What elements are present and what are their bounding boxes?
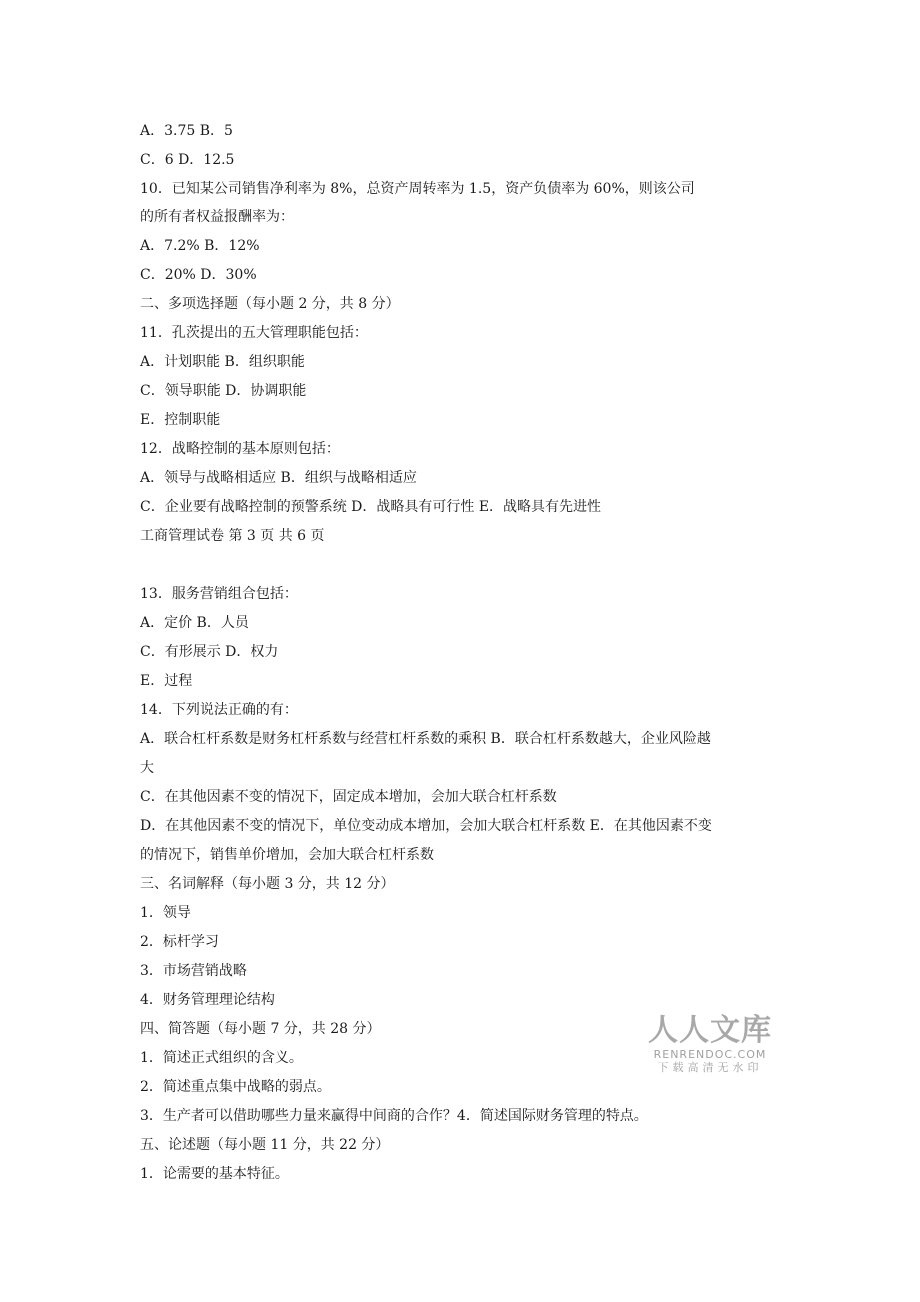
- text-line: 大: [140, 760, 154, 776]
- question-line: 12．战略控制的基本原则包括：: [140, 441, 340, 457]
- watermark-title: 人人文库: [648, 1013, 772, 1048]
- text-line: A．联合杠杆系数是财务杠杆系数与经营杠杆系数的乘积 B．联合杠杆系数越大，企业风险越: [140, 731, 711, 747]
- page-footer: 工商管理试卷 第 3 页 共 6 页: [140, 528, 325, 544]
- question-line: 13．服务营销组合包括：: [140, 586, 298, 602]
- text-line: 1．简述正式组织的含义。: [140, 1050, 303, 1066]
- text-line: D．在其他因素不变的情况下，单位变动成本增加，会加大联合杠杆系数 E．在其他因素不变: [140, 818, 712, 834]
- text-line: A．3.75 B．5: [140, 123, 233, 139]
- section-heading: 四、简答题（每小题 7 分，共 28 分）: [140, 1021, 381, 1037]
- text-line: 2．简述重点集中战略的弱点。: [140, 1079, 331, 1095]
- text-line: 的情况下，销售单价增加，会加大联合杠杆系数: [140, 847, 434, 863]
- text-line: A．领导与战略相适应 B．组织与战略相适应: [140, 470, 417, 486]
- text-line: C．企业要有战略控制的预警系统 D．战略具有可行性 E．战略具有先进性: [140, 499, 602, 515]
- watermark: [648, 1014, 772, 1074]
- text-line: A．计划职能 B．组织职能: [140, 354, 305, 370]
- text-line: E．过程: [140, 673, 193, 689]
- section-heading: 五、论述题（每小题 11 分，共 22 分）: [140, 1137, 390, 1153]
- text-line: 3．市场营销战略: [140, 963, 247, 979]
- text-line: C．有形展示 D．权力: [140, 644, 279, 660]
- text-line: C．领导职能 D．协调职能: [140, 383, 307, 399]
- text-line: 2．标杆学习: [140, 934, 219, 950]
- text-line: C．20% D．30%: [140, 267, 257, 283]
- text-line: A．定价 B．人员: [140, 615, 249, 631]
- section-heading: 二、多项选择题（每小题 2 分，共 8 分）: [140, 296, 400, 312]
- section-heading: 三、名词解释（每小题 3 分，共 12 分）: [140, 876, 395, 892]
- text-line: C．6 D．12.5: [140, 152, 235, 168]
- text-line: E．控制职能: [140, 412, 221, 428]
- text-line: 的所有者权益报酬率为：: [140, 209, 294, 225]
- text-line: 3．生产者可以借助哪些力量来赢得中间商的合作？4．简述国际财务管理的特点。: [140, 1108, 648, 1124]
- watermark-url: RENRENDOC.COM: [653, 1048, 767, 1061]
- text-line: 1．论需要的基本特征。: [140, 1166, 289, 1182]
- question-line: 11．孔茨提出的五大管理职能包括：: [140, 325, 368, 341]
- question-line: 14．下列说法正确的有：: [140, 702, 298, 718]
- text-line: 1．领导: [140, 905, 191, 921]
- text-line: A．7.2% B．12%: [140, 238, 260, 254]
- text-line: 10．已知某公司销售净利率为 8%，总资产周转率为 1.5，资产负债率为 60%，则该公司: [140, 181, 695, 197]
- text-line: C．在其他因素不变的情况下，固定成本增加，会加大联合杠杆系数: [140, 789, 557, 805]
- watermark-subtitle: 下载高清无水印: [657, 1061, 763, 1074]
- text-line: 4．财务管理理论结构: [140, 992, 275, 1008]
